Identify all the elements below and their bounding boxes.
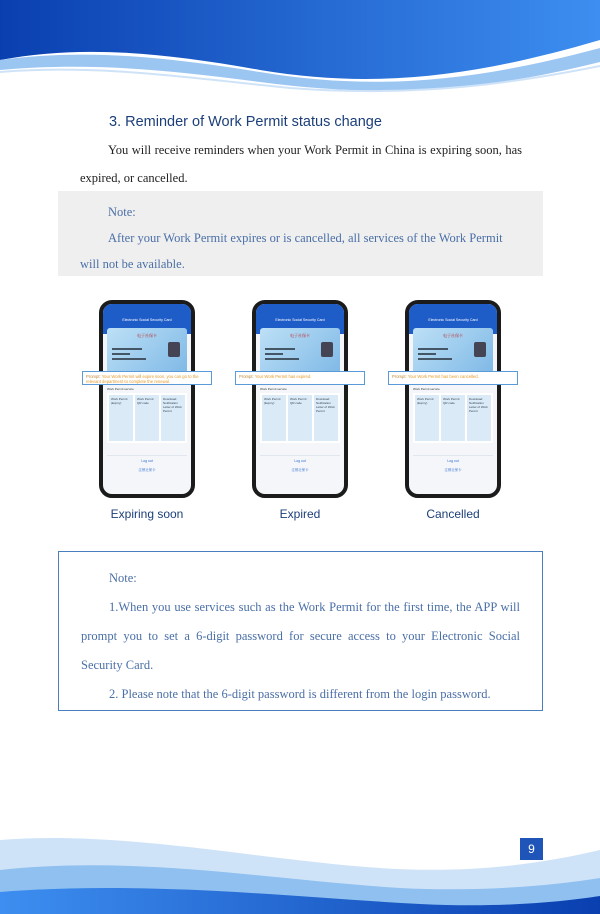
prompt-text: Your Work Permit will expire soon, you can go to the relevant department to complete the renewal. xyxy=(86,374,199,384)
card-line xyxy=(112,353,130,355)
social-security-card xyxy=(413,328,493,373)
work-permit-section-label: Work Permit service xyxy=(107,387,134,391)
phone-caption: Expired xyxy=(279,507,321,521)
service-tiles xyxy=(107,393,187,443)
card-title: 电子社保卡 xyxy=(443,333,463,338)
status-prompt xyxy=(82,371,212,385)
prompt-label: Prompt: xyxy=(392,374,407,379)
tile-download-letter[interactable]: Download Notification Letter of Work Permit xyxy=(161,395,185,441)
id-photo xyxy=(321,342,333,357)
note-label: Note: xyxy=(109,571,137,585)
work-permit-section-label: Work Permit service xyxy=(260,387,287,391)
card-line xyxy=(418,358,452,360)
intro-text: You will receive reminders when your Work Permit in China is expiring soon, has expired, or cancelled. xyxy=(80,143,522,185)
tile-work-permit[interactable]: Work Permit (Expiry) xyxy=(415,395,439,441)
card-line xyxy=(265,358,299,360)
tile-qr-code[interactable]: Work Permit QR code xyxy=(441,395,465,441)
prompt-label: Prompt: xyxy=(239,374,254,379)
phone-mockup xyxy=(252,300,348,498)
phone-header: Electronic Social Security Card xyxy=(409,304,497,334)
tile-work-permit[interactable]: Work Permit (Expiry) xyxy=(109,395,133,441)
prompt-label: Prompt: xyxy=(86,374,101,379)
note-item-2: 2. Please note that the 6-digit password is different from the login password. xyxy=(109,687,491,701)
service-tiles xyxy=(260,393,340,443)
note-text: After your Work Permit expires or is cancelled, all services of the Work Permit will not be available. xyxy=(80,231,503,271)
phone-header: Electronic Social Security Card xyxy=(256,304,344,334)
cancel-card-button[interactable]: 注销社保卡 xyxy=(138,468,156,472)
card-line xyxy=(265,348,295,350)
phone-caption: Expiring soon xyxy=(110,507,184,521)
header-wave xyxy=(0,0,600,95)
phone-header: Electronic Social Security Card xyxy=(103,304,191,334)
tile-qr-code[interactable]: Work Permit QR code xyxy=(288,395,312,441)
note-label: Note: xyxy=(108,205,136,219)
note-box-password xyxy=(58,551,543,711)
phone-caption: Cancelled xyxy=(426,507,480,521)
card-title: 电子社保卡 xyxy=(290,333,310,338)
card-line xyxy=(112,348,142,350)
section-title: 3. Reminder of Work Permit status change xyxy=(109,114,382,130)
card-title: 电子社保卡 xyxy=(137,333,157,338)
note-box-availability xyxy=(58,191,543,276)
work-permit-section-label: Work Permit service xyxy=(413,387,440,391)
phone-mockup xyxy=(405,300,501,498)
service-tiles xyxy=(413,393,493,443)
tile-download-letter[interactable]: Download Notification Letter of Work Permit xyxy=(467,395,491,441)
prompt-text: Your Work Permit has expired. xyxy=(254,374,312,379)
page-number: 9 xyxy=(520,838,543,860)
logout-button[interactable]: Log out xyxy=(260,455,340,464)
footer-wave xyxy=(0,800,600,914)
status-prompt xyxy=(235,371,365,385)
tile-work-permit[interactable]: Work Permit (Expiry) xyxy=(262,395,286,441)
cancel-card-button[interactable]: 注销社保卡 xyxy=(444,468,462,472)
card-line xyxy=(265,353,283,355)
social-security-card xyxy=(260,328,340,373)
id-photo xyxy=(168,342,180,357)
tile-qr-code[interactable]: Work Permit QR code xyxy=(135,395,159,441)
prompt-text: Your Work Permit has been cancelled. xyxy=(407,374,479,379)
logout-button[interactable]: Log out xyxy=(413,455,493,464)
social-security-card xyxy=(107,328,187,373)
id-photo xyxy=(474,342,486,357)
tile-download-letter[interactable]: Download Notification Letter of Work Permit xyxy=(314,395,338,441)
card-line xyxy=(112,358,146,360)
card-line xyxy=(418,353,436,355)
logout-button[interactable]: Log out xyxy=(107,455,187,464)
cancel-card-button[interactable]: 注销社保卡 xyxy=(291,468,309,472)
status-prompt xyxy=(388,371,518,385)
phone-mockup xyxy=(99,300,195,498)
card-line xyxy=(418,348,448,350)
note-item-1: 1.When you use services such as the Work Permit for the first time, the APP will prompt you to set a 6-digit password for secure access to your Electronic Social Security Card. xyxy=(81,600,520,672)
